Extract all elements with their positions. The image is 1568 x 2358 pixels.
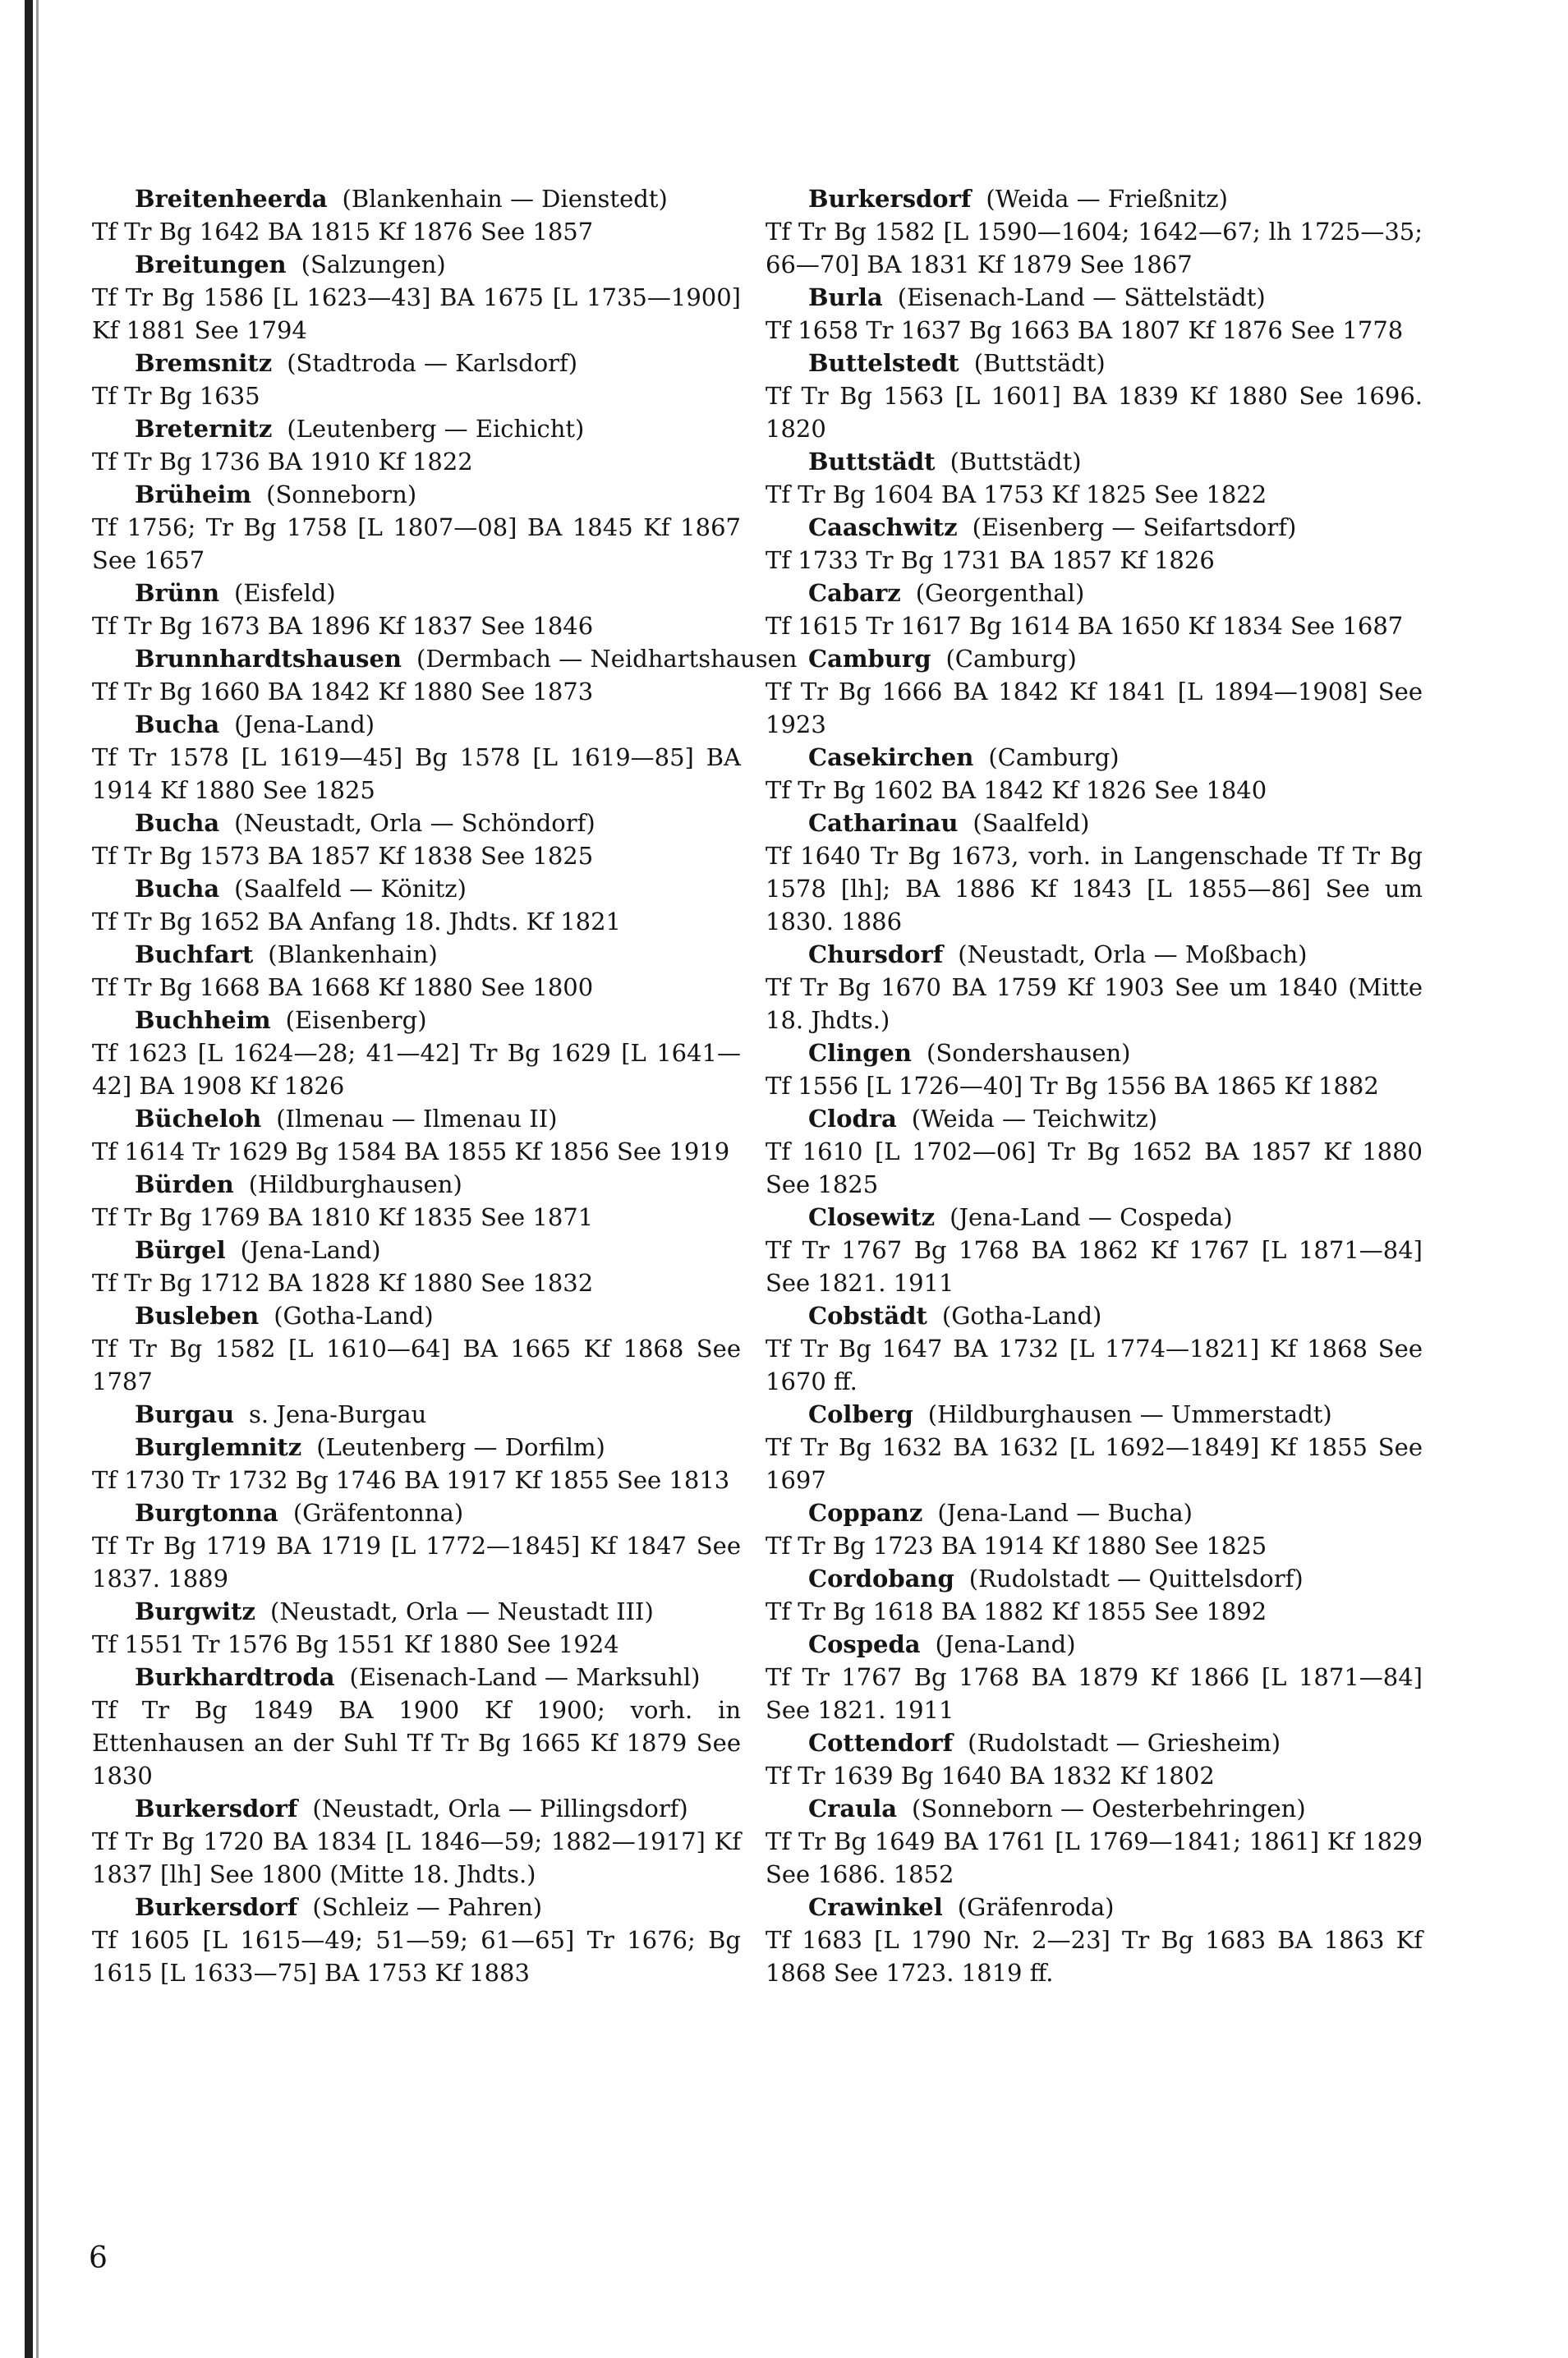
entry-heading (92, 577, 741, 609)
record-holdings: Tf 1614 Tr 1629 Bg 1584 BA 1855 Kf 1856 See 1919 (92, 1138, 730, 1165)
record-holdings: Tf Tr Bg 1649 BA 1761 [L 1769—1841; 1861] Kf 1829 See 1686. 1852 (766, 1827, 1423, 1888)
register-entry (766, 1562, 1423, 1628)
entry-heading (92, 248, 741, 281)
entry-heading (766, 1562, 1423, 1595)
district-reference: s. Jena-Burgau (249, 1400, 427, 1428)
entry-heading (92, 1299, 741, 1332)
district-reference: (Eisenberg — Seifartsdorf) (972, 513, 1297, 541)
register-entry (766, 1496, 1423, 1562)
district-reference: (Rudolstadt — Quittelsdorf) (968, 1565, 1304, 1593)
place-name: Burkersdorf (808, 185, 972, 213)
entry-heading (92, 412, 741, 445)
place-name: Buttelstedt (808, 349, 959, 377)
register-entry (92, 642, 798, 708)
place-name: Brünn (135, 579, 220, 607)
district-reference: (Schleiz — Pahren) (312, 1893, 543, 1921)
district-reference: (Eisenach-Land — Sättelstädt) (897, 283, 1266, 311)
register-entry (766, 1102, 1423, 1201)
entry-heading (766, 1726, 1423, 1759)
district-reference: (Eisenberg) (285, 1006, 427, 1034)
place-name: Bucha (135, 710, 220, 738)
entry-heading (92, 1234, 741, 1266)
district-reference: (Gotha-Land) (274, 1302, 434, 1330)
place-name: Caaschwitz (808, 513, 958, 541)
entry-heading (766, 1792, 1423, 1825)
entry-heading (766, 1398, 1423, 1431)
place-name: Breternitz (135, 415, 273, 443)
district-reference: (Salzungen) (301, 251, 446, 278)
register-entry (766, 281, 1423, 347)
place-name: Cottendorf (808, 1729, 954, 1757)
record-holdings: Tf 1551 Tr 1576 Bg 1551 Kf 1880 See 1924 (92, 1630, 619, 1658)
record-holdings: Tf 1556 [L 1726—40] Tr Bg 1556 BA 1865 Kf 1882 (766, 1072, 1379, 1100)
right-column (766, 182, 1423, 1989)
place-name: Chursdorf (808, 940, 944, 968)
page-number: 6 (89, 2241, 108, 2275)
record-holdings: Tf Tr Bg 1660 BA 1842 Kf 1880 See 1873 (92, 678, 594, 706)
entry-heading (766, 281, 1423, 314)
record-holdings: Tf 1733 Tr Bg 1731 BA 1857 Kf 1826 (766, 546, 1215, 574)
entry-heading (92, 1168, 741, 1201)
place-name: Clingen (808, 1039, 913, 1067)
register-entry (92, 1398, 741, 1431)
register-entry (92, 1661, 741, 1792)
record-holdings: Tf Tr Bg 1849 BA 1900 Kf 1900; vorh. in Ettenhausen an der Suhl Tf Tr Bg 1665 Kf 1879 See 1830 (92, 1696, 741, 1790)
place-name: Burla (808, 283, 883, 311)
district-reference: (Buttstädt) (950, 448, 1082, 476)
entry-heading (92, 1496, 741, 1529)
record-holdings: Tf Tr Bg 1720 BA 1834 [L 1846—59; 1882—1917] Kf 1837 [lh] See 1800 (Mitte 18. Jhdts.) (92, 1827, 741, 1888)
place-name: Bucha (135, 809, 220, 837)
place-name: Bremsnitz (135, 349, 273, 377)
entry-heading (92, 1595, 741, 1628)
place-name: Cabarz (808, 579, 901, 607)
register-entry (92, 807, 741, 872)
entry-heading (92, 708, 741, 741)
place-name: Burgau (135, 1400, 235, 1428)
register-entry (766, 182, 1423, 281)
district-reference: (Camburg) (945, 645, 1077, 673)
entry-heading (92, 1431, 741, 1464)
record-holdings: Tf 1756; Tr Bg 1758 [L 1807—08] BA 1845 Kf 1867 See 1657 (92, 513, 741, 574)
place-name: Catharinau (808, 809, 959, 837)
register-entry (92, 1595, 741, 1661)
entry-heading (92, 347, 741, 379)
register-entry (92, 1496, 741, 1595)
entry-heading (766, 1628, 1423, 1661)
record-holdings: Tf Tr 1578 [L 1619—45] Bg 1578 [L 1619—85] BA 1914 Kf 1880 See 1825 (92, 743, 741, 804)
record-holdings: Tf 1605 [L 1615—49; 51—59; 61—65] Tr 1676; Bg 1615 [L 1633—75] BA 1753 Kf 1883 (92, 1926, 741, 1987)
record-holdings: Tf 1683 [L 1790 Nr. 2—23] Tr Bg 1683 BA 1863 Kf 1868 See 1723. 1819 ff. (766, 1926, 1423, 1987)
district-reference: (Eisenach-Land — Marksuhl) (349, 1663, 701, 1691)
register-entry (92, 1792, 741, 1891)
district-reference: (Ilmenau — Ilmenau II) (276, 1105, 558, 1133)
entry-heading (766, 1891, 1423, 1924)
record-holdings: Tf 1640 Tr Bg 1673, vorh. in Langenschade Tf Tr Bg 1578 [lh]; BA 1886 Kf 1843 [L 1855—86] See um 1830. 1886 (766, 842, 1423, 935)
district-reference: (Leutenberg — Dorfilm) (316, 1433, 605, 1461)
place-name: Buchheim (135, 1006, 271, 1034)
register-entry (766, 1037, 1423, 1102)
place-name: Crawinkel (808, 1893, 943, 1921)
entry-heading (766, 445, 1423, 478)
record-holdings: Tf Tr Bg 1652 BA Anfang 18. Jhdts. Kf 1821 (92, 908, 622, 935)
entry-heading (92, 642, 798, 675)
register-entry (92, 347, 741, 412)
register-entry (766, 1628, 1423, 1726)
register-entry (92, 1102, 741, 1168)
district-reference: (Gräfenroda) (957, 1893, 1115, 1921)
register-entry (92, 1168, 741, 1234)
district-reference: (Blankenhain — Dienstedt) (342, 185, 668, 213)
register-entry (92, 872, 741, 938)
district-reference: (Jena-Land) (935, 1630, 1076, 1658)
place-name: Camburg (808, 645, 931, 673)
entry-heading (92, 938, 741, 971)
district-reference: (Neustadt, Orla — Neustadt III) (270, 1597, 654, 1625)
district-reference: (Sonneborn — Oesterbehringen) (912, 1795, 1306, 1823)
entry-heading (766, 741, 1423, 774)
record-holdings: Tf Tr Bg 1573 BA 1857 Kf 1838 See 1825 (92, 842, 594, 870)
place-name: Burglemnitz (135, 1433, 302, 1461)
record-holdings: Tf Tr Bg 1719 BA 1719 [L 1772—1845] Kf 1847 See 1837. 1889 (92, 1532, 741, 1593)
district-reference: (Sondershausen) (927, 1039, 1131, 1067)
entry-heading (92, 1661, 741, 1694)
entry-heading (92, 1398, 741, 1431)
place-name: Burgwitz (135, 1597, 255, 1625)
place-name: Burkersdorf (135, 1795, 298, 1823)
register-entry (766, 1299, 1423, 1398)
register-entry (92, 1004, 741, 1102)
entry-heading (766, 347, 1423, 379)
place-name: Brunnhardtshausen (135, 645, 402, 673)
register-entry (92, 1431, 741, 1496)
record-holdings: Tf 1615 Tr 1617 Bg 1614 BA 1650 Kf 1834 See 1687 (766, 612, 1404, 640)
district-reference: (Dermbach — Neidhartshausen (416, 645, 798, 673)
entry-heading (92, 807, 741, 839)
entry-heading (766, 577, 1423, 609)
record-holdings: Tf Tr Bg 1604 BA 1753 Kf 1825 See 1822 (766, 480, 1267, 508)
record-holdings: Tf Tr Bg 1618 BA 1882 Kf 1855 See 1892 (766, 1597, 1267, 1625)
record-holdings: Tf 1730 Tr 1732 Bg 1746 BA 1917 Kf 1855 See 1813 (92, 1466, 730, 1494)
district-reference: (Gräfentonna) (292, 1499, 464, 1527)
register-entry (92, 1891, 741, 1989)
district-reference: (Buttstädt) (973, 349, 1106, 377)
page-binding-edge (25, 0, 33, 2358)
record-holdings: Tf Tr Bg 1635 (92, 382, 260, 410)
record-holdings: Tf Tr Bg 1602 BA 1842 Kf 1826 See 1840 (766, 776, 1267, 804)
register-entry (766, 577, 1423, 642)
entry-heading (766, 1299, 1423, 1332)
district-reference: (Eisfeld) (234, 579, 336, 607)
place-name: Colberg (808, 1400, 913, 1428)
register-entry (766, 511, 1423, 577)
register-entry (766, 1398, 1423, 1496)
record-holdings: Tf Tr Bg 1642 BA 1815 Kf 1876 See 1857 (92, 218, 594, 246)
register-entry (766, 741, 1423, 807)
record-holdings: Tf Tr Bg 1736 BA 1910 Kf 1822 (92, 448, 473, 476)
district-reference: (Blankenhain) (268, 940, 438, 968)
record-holdings: Tf Tr Bg 1586 [L 1623—43] BA 1675 [L 1735—1900] Kf 1881 See 1794 (92, 283, 741, 344)
register-entry (766, 642, 1423, 741)
register-entry (92, 478, 741, 577)
record-holdings: Tf Tr Bg 1582 [L 1590—1604; 1642—67; lh 1725—35; 66—70] BA 1831 Kf 1879 See 1867 (766, 218, 1423, 278)
place-name: Cobstädt (808, 1302, 927, 1330)
district-reference: (Neustadt, Orla — Moßbach) (958, 940, 1308, 968)
entry-heading (92, 182, 741, 215)
entry-heading (766, 1037, 1423, 1069)
record-holdings: Tf Tr Bg 1563 [L 1601] BA 1839 Kf 1880 See 1696. 1820 (766, 382, 1423, 443)
register-entry (766, 938, 1423, 1037)
place-name: Brüheim (135, 480, 252, 508)
place-name: Burkersdorf (135, 1893, 298, 1921)
place-name: Casekirchen (808, 743, 974, 771)
entry-heading (92, 1004, 741, 1037)
register-entry (92, 708, 741, 807)
district-reference: (Jena-Land — Cospeda) (950, 1203, 1233, 1231)
district-reference: (Georgenthal) (915, 579, 1085, 607)
place-name: Cordobang (808, 1565, 954, 1593)
register-entry (766, 347, 1423, 445)
place-name: Cospeda (808, 1630, 921, 1658)
register-entry (766, 445, 1423, 511)
place-name: Buttstädt (808, 448, 936, 476)
record-holdings: Tf Tr Bg 1670 BA 1759 Kf 1903 See um 1840 (Mitte 18. Jhdts.) (766, 973, 1423, 1034)
entry-heading (92, 1891, 741, 1924)
place-name: Busleben (135, 1302, 260, 1330)
entry-heading (766, 642, 1423, 675)
place-name: Breitenheerda (135, 185, 328, 213)
record-holdings: Tf Tr 1639 Bg 1640 BA 1832 Kf 1802 (766, 1762, 1215, 1790)
place-name: Burgtonna (135, 1499, 278, 1527)
place-name: Craula (808, 1795, 898, 1823)
entry-heading (766, 511, 1423, 544)
record-holdings: Tf Tr Bg 1668 BA 1668 Kf 1880 See 1800 (92, 973, 594, 1001)
record-holdings: Tf Tr Bg 1647 BA 1732 [L 1774—1821] Kf 1868 See 1670 ff. (766, 1335, 1423, 1395)
register-entry (766, 1201, 1423, 1299)
left-column (92, 182, 798, 1989)
record-holdings: Tf Tr 1767 Bg 1768 BA 1879 Kf 1866 [L 1871—84] See 1821. 1911 (766, 1663, 1423, 1724)
entry-heading (92, 1102, 741, 1135)
district-reference: (Neustadt, Orla — Schöndorf) (234, 809, 595, 837)
register-entry (766, 1891, 1423, 1989)
entry-heading (766, 938, 1423, 971)
entry-heading (766, 807, 1423, 839)
record-holdings: Tf Tr Bg 1712 BA 1828 Kf 1880 See 1832 (92, 1269, 594, 1297)
place-name: Coppanz (808, 1499, 923, 1527)
district-reference: (Saalfeld) (973, 809, 1090, 837)
district-reference: (Camburg) (988, 743, 1120, 771)
district-reference: (Jena-Land) (240, 1236, 381, 1264)
record-holdings: Tf 1623 [L 1624—28; 41—42] Tr Bg 1629 [L 1641—42] BA 1908 Kf 1826 (92, 1039, 741, 1100)
district-reference: (Jena-Land — Bucha) (937, 1499, 1193, 1527)
entry-heading (766, 182, 1423, 215)
district-reference: (Leutenberg — Eichicht) (287, 415, 585, 443)
page-binding-shadow (36, 0, 39, 2358)
entry-heading (92, 478, 741, 511)
entry-heading (766, 1201, 1423, 1234)
district-reference: (Neustadt, Orla — Pillingsdorf) (312, 1795, 688, 1823)
entry-heading (92, 1792, 741, 1825)
register-entry (92, 412, 741, 478)
district-reference: (Saalfeld — Könitz) (234, 875, 467, 903)
record-holdings: Tf Tr 1767 Bg 1768 BA 1862 Kf 1767 [L 1871—84] See 1821. 1911 (766, 1236, 1423, 1297)
entry-heading (766, 1102, 1423, 1135)
register-entry (766, 807, 1423, 938)
record-holdings: Tf Tr Bg 1582 [L 1610—64] BA 1665 Kf 1868 See 1787 (92, 1335, 741, 1395)
place-name: Closewitz (808, 1203, 936, 1231)
record-holdings: Tf 1658 Tr 1637 Bg 1663 BA 1807 Kf 1876 See 1778 (766, 316, 1404, 344)
district-reference: (Hildburghausen) (248, 1170, 462, 1198)
place-name: Burkhardtroda (135, 1663, 335, 1691)
district-reference: (Sonneborn) (266, 480, 417, 508)
record-holdings: Tf Tr Bg 1632 BA 1632 [L 1692—1849] Kf 1855 See 1697 (766, 1433, 1423, 1494)
register-entry (92, 248, 741, 347)
district-reference: (Weida — Teichwitz) (911, 1105, 1158, 1133)
place-name: Bücheloh (135, 1105, 262, 1133)
record-holdings: Tf 1610 [L 1702—06] Tr Bg 1652 BA 1857 Kf 1880 See 1825 (766, 1138, 1423, 1198)
register-entry (766, 1726, 1423, 1792)
entry-heading (766, 1496, 1423, 1529)
entry-heading (92, 872, 741, 905)
place-name: Breitungen (135, 251, 287, 278)
register-entry (92, 577, 741, 642)
place-name: Bürgel (135, 1236, 226, 1264)
district-reference: (Rudolstadt — Griesheim) (968, 1729, 1281, 1757)
register-entry (92, 938, 741, 1004)
district-reference: (Stadtroda — Karlsdorf) (287, 349, 578, 377)
place-name: Bucha (135, 875, 220, 903)
register-entry (92, 182, 741, 248)
place-name: Buchfart (135, 940, 254, 968)
register-entry (766, 1792, 1423, 1891)
register-entry (92, 1299, 741, 1398)
place-name: Bürden (135, 1170, 234, 1198)
place-name: Clodra (808, 1105, 897, 1133)
district-reference: (Gotha-Land) (941, 1302, 1102, 1330)
district-reference: (Jena-Land) (234, 710, 375, 738)
record-holdings: Tf Tr Bg 1769 BA 1810 Kf 1835 See 1871 (92, 1203, 594, 1231)
record-holdings: Tf Tr Bg 1666 BA 1842 Kf 1841 [L 1894—1908] See 1923 (766, 678, 1423, 738)
district-reference: (Weida — Frießnitz) (986, 185, 1228, 213)
register-entry (92, 1234, 741, 1299)
record-holdings: Tf Tr Bg 1673 BA 1896 Kf 1837 See 1846 (92, 612, 594, 640)
district-reference: (Hildburghausen — Ummerstadt) (927, 1400, 1332, 1428)
record-holdings: Tf Tr Bg 1723 BA 1914 Kf 1880 See 1825 (766, 1532, 1267, 1560)
